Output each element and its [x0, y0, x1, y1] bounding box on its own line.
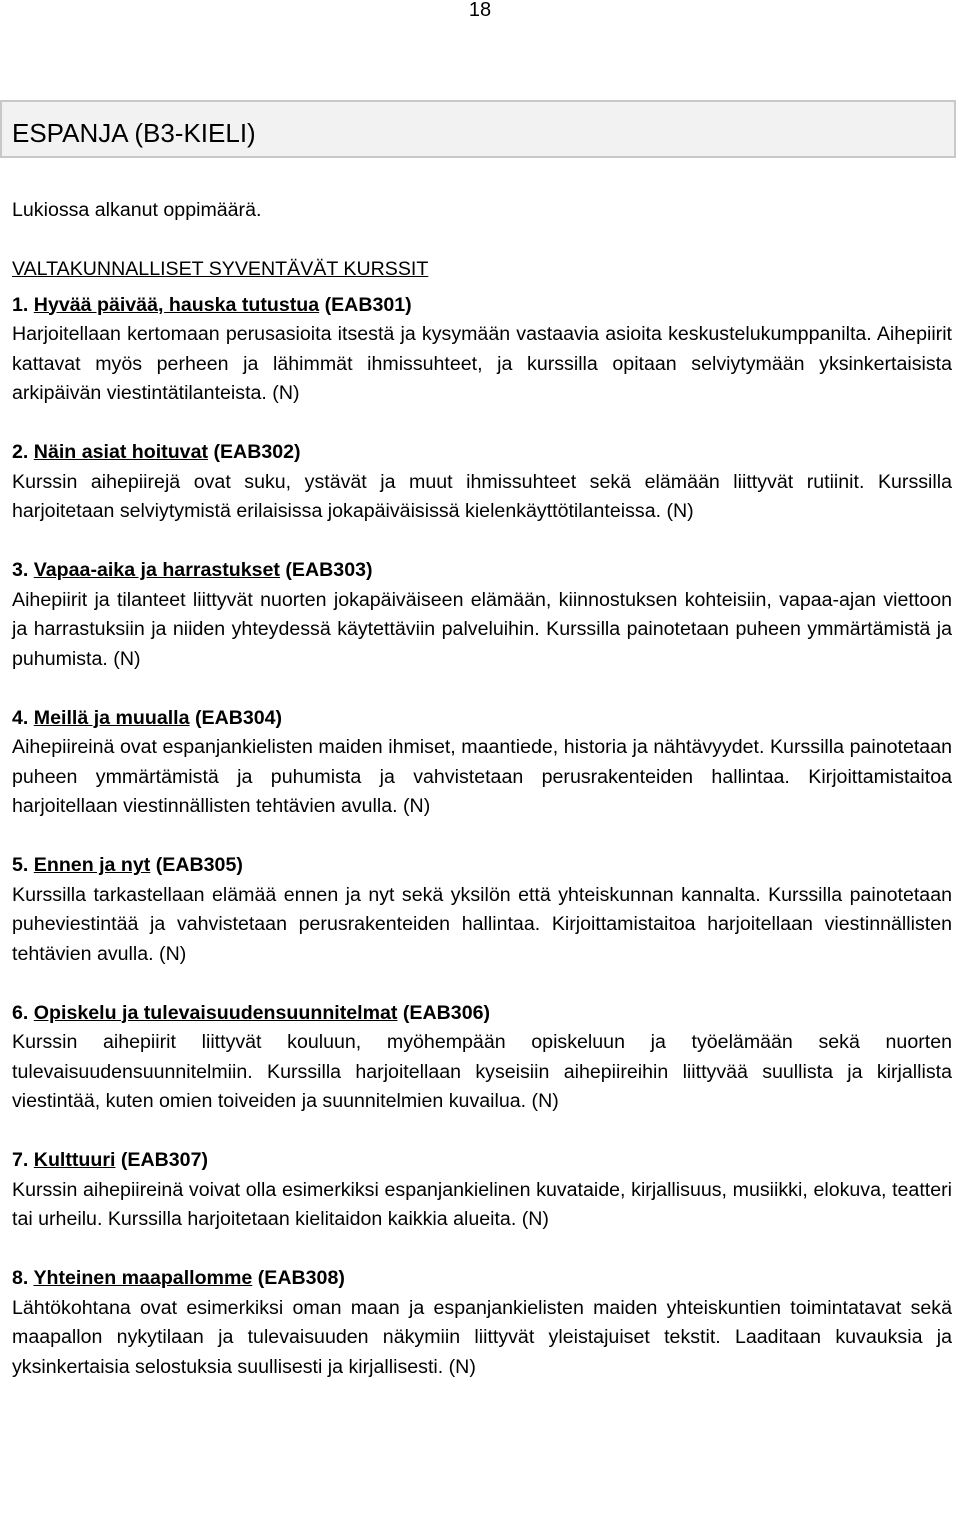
course-number: 8. [12, 1267, 29, 1289]
page-number: 18 [468, 0, 492, 21]
heading-box [0, 100, 956, 158]
course-item [12, 704, 952, 822]
intro-text: Lukiossa alkanut oppimäärä. [12, 199, 262, 221]
course-item [12, 1146, 952, 1235]
course-code: (EAB306) [402, 1001, 491, 1024]
course-name: Ennen ja nyt [33, 854, 151, 876]
course-title [12, 438, 952, 468]
course-title [12, 1146, 952, 1176]
course-description: Lähtökohtana ovat esimerkiksi oman maan ja espanjankielisten maiden yhteiskuntien toimintatavat sekä maapallon nykytilaan ja tulevaisuuden näkymiin liittyvät yleistajuiset tekstit. Laaditaan kuvauksia ja yksinkertaisia selostuksia suullisesti ja kirjallisesti. (N) [12, 1296, 952, 1378]
course-code: (EAB303) [285, 559, 373, 581]
course-name: Näin asiat hoituvat [33, 441, 208, 463]
course-description: Kurssin aihepiirejä ovat suku, ystävät ja muut ihmissuhteet sekä elämään liittyvät rutiinit. Kurssilla harjoitetaan selviytymistä erilaisissa jokapäiväisissä kielenkäyttötilanteissa. (N) [12, 470, 952, 522]
course-code: (EAB304) [194, 706, 283, 729]
course-item [12, 291, 952, 409]
course-item [12, 438, 952, 527]
course-number: 7. [12, 1149, 29, 1171]
course-item [12, 999, 952, 1117]
course-number: 2. [12, 441, 29, 463]
course-name: Yhteinen maapallomme [33, 1267, 253, 1289]
course-name: Kulttuuri [33, 1149, 116, 1171]
course-name: Meillä ja muualla [33, 706, 190, 729]
document-body [12, 196, 952, 1382]
course-description: Kurssin aihepiirit liittyvät kouluun, myöhempään opiskeluun ja työelämään sekä nuorten tulevaisuudensuunnitelmiin. Kurssilla harjoitellaan kyseisiin aihepiireihin liittyvää suullista ja kirjallista viestintää, kuten omien toiveiden ja suunnitelmien kuvailua. (N) [12, 1031, 952, 1112]
course-description: Harjoitellaan kertomaan perusasioita itsestä ja kysymään vastaavia asioita keskustelukumppanilta. Aihepiirit kattavat myös perheen ja lähimmät ihmissuhteet, ja kurssilla opitaan selviytymään yksinkertaisista arkipäivän viestintätilanteista. (N) [12, 323, 952, 404]
course-title [12, 999, 952, 1029]
course-number: 4. [12, 706, 29, 729]
course-title [12, 851, 952, 881]
course-code: (EAB301) [324, 293, 412, 316]
course-title [12, 556, 952, 586]
course-item [12, 851, 952, 969]
course-name: Vapaa-aika ja harrastukset [33, 559, 280, 581]
course-description: Aihepiirit ja tilanteet liittyvät nuorten jokapäiväiseen elämään, kiinnostuksen kohteisiin, vapaa-ajan viettoon ja harrastuksiin ja niiden yhteydessä käytettäviin palveluihin. Kurssilla painotetaan puheen ymmärtämistä ja puhumista. (N) [12, 588, 952, 670]
course-name: Hyvää päivää, hauska tutustua [33, 293, 320, 316]
course-number: 3. [12, 559, 29, 581]
course-description: Kurssin aihepiireinä voivat olla esimerkiksi espanjankielinen kuvataide, kirjallisuus, musiikki, elokuva, teatteri tai urheilu. Kurssilla harjoitetaan kielitaidon kaikkia alueita. (N) [12, 1178, 952, 1230]
section-title: VALTAKUNNALLISET SYVENTÄVÄT KURSSIT [12, 258, 429, 280]
course-description: Aihepiireinä ovat espanjankielisten maiden ihmiset, maantiede, historia ja nähtävyydet. Kurssilla painotetaan puheen ymmärtämistä ja puhumista ja vahvistetaan perusrakenteiden hallintaa. Kirjoittamistaitoa harjoitellaan viestinnällisten tehtävien avulla. (N) [12, 736, 952, 817]
course-number: 1. [12, 293, 29, 316]
course-code: (EAB307) [120, 1149, 208, 1171]
course-title [12, 1264, 952, 1294]
course-item [12, 1264, 952, 1382]
course-code: (EAB308) [257, 1267, 345, 1289]
course-code: (EAB302) [213, 441, 301, 463]
course-title [12, 704, 952, 734]
course-description: Kurssilla tarkastellaan elämää ennen ja nyt sekä yksilön että yhteiskunnan kannalta. Kurssilla painotetaan puheviestintää ja vahvistetaan perusrakenteiden hallintaa. Kirjoittamistaitoa harjoitellaan viestinnällisten tehtävien avulla. (N) [12, 883, 952, 965]
course-item [12, 556, 952, 674]
course-code: (EAB305) [155, 854, 243, 876]
course-title [12, 291, 952, 321]
course-number: 6. [12, 1001, 29, 1024]
course-name: Opiskelu ja tulevaisuudensuunnitelmat [33, 1001, 398, 1024]
course-number: 5. [12, 854, 29, 876]
page-title: ESPANJA (B3-KIELI) [12, 118, 256, 148]
